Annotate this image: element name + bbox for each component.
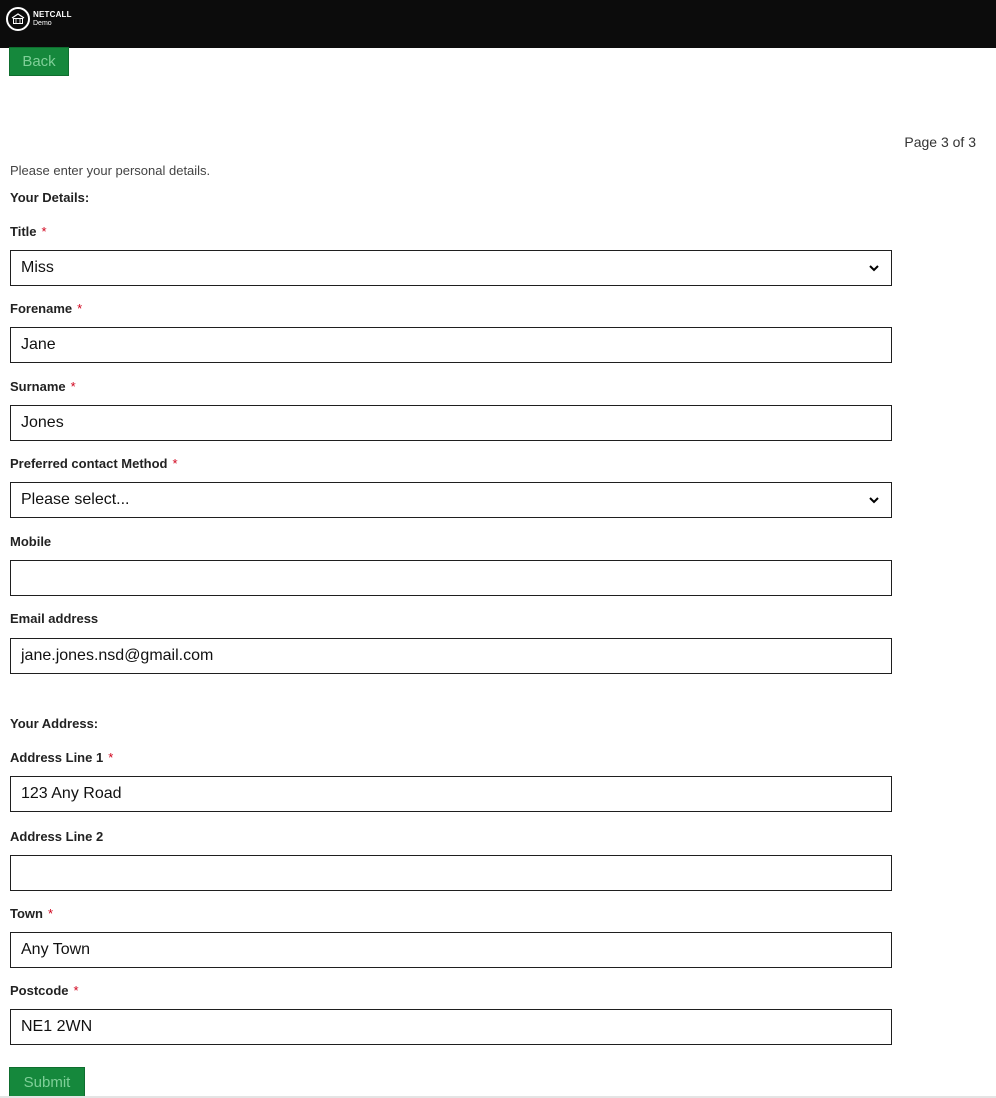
brand-name: NETCALL xyxy=(33,10,72,19)
required-marker: * xyxy=(41,224,47,239)
title-label-text: Title xyxy=(10,224,37,239)
forename-input[interactable] xyxy=(10,327,892,363)
forename-label-text: Forename xyxy=(10,301,73,316)
postcode-label xyxy=(10,983,79,998)
mobile-input[interactable] xyxy=(10,560,892,596)
surname-input[interactable] xyxy=(10,405,892,441)
logo-emblem-icon xyxy=(6,7,30,31)
address-line-2-label xyxy=(10,829,103,844)
page-indicator: Page 3 of 3 xyxy=(904,134,976,150)
email-input[interactable] xyxy=(10,638,892,674)
email-label xyxy=(10,611,98,626)
address-line-2-input[interactable] xyxy=(10,855,892,891)
surname-input-value: Jones xyxy=(21,414,64,431)
address-line-2-label-text: Address Line 2 xyxy=(10,829,104,844)
address-line-1-value: 123 Any Road xyxy=(21,785,122,802)
required-marker: * xyxy=(73,983,79,998)
chevron-down-icon xyxy=(867,493,881,507)
address-line-1-label xyxy=(10,750,113,765)
town-input[interactable] xyxy=(10,932,892,968)
postcode-input[interactable] xyxy=(10,1009,892,1045)
title-label xyxy=(10,224,47,239)
mobile-label-text: Mobile xyxy=(10,534,52,549)
required-marker: * xyxy=(172,456,178,471)
submit-button[interactable]: Submit xyxy=(9,1067,85,1098)
intro-text: Please enter your personal details. xyxy=(10,163,211,178)
surname-label xyxy=(10,379,76,394)
forename-label xyxy=(10,301,82,316)
mobile-label xyxy=(10,534,51,549)
details-heading: Your Details: xyxy=(10,190,90,205)
address-heading: Your Address: xyxy=(10,716,99,731)
contact-method-label xyxy=(10,456,178,471)
contact-method-label-text: Preferred contact Method xyxy=(10,456,168,471)
postcode-label-text: Postcode xyxy=(10,983,69,998)
netcall-logo xyxy=(6,7,72,31)
town-label xyxy=(10,906,53,921)
email-label-text: Email address xyxy=(10,611,99,626)
title-select-value: Miss xyxy=(21,259,54,276)
required-marker: * xyxy=(77,301,83,316)
required-marker: * xyxy=(108,750,114,765)
town-label-text: Town xyxy=(10,906,43,921)
email-input-value: jane.jones.nsd@gmail.com xyxy=(21,647,214,664)
header-bar xyxy=(0,0,996,48)
postcode-input-value: NE1 2WN xyxy=(21,1018,93,1035)
town-input-value: Any Town xyxy=(21,941,91,958)
surname-label-text: Surname xyxy=(10,379,66,394)
brand-subtitle: Demo xyxy=(33,20,52,27)
required-marker: * xyxy=(47,906,54,921)
contact-method-select[interactable] xyxy=(10,482,892,518)
forename-input-value: Jane xyxy=(21,336,56,353)
required-marker: * xyxy=(70,379,76,394)
chevron-down-icon xyxy=(867,261,881,275)
contact-method-select-value: Please select... xyxy=(21,491,130,508)
back-button[interactable]: Back xyxy=(9,47,69,76)
title-select[interactable] xyxy=(10,250,892,286)
address-line-1-input[interactable] xyxy=(10,776,892,812)
address-line-1-label-text: Address Line 1 xyxy=(10,750,104,765)
